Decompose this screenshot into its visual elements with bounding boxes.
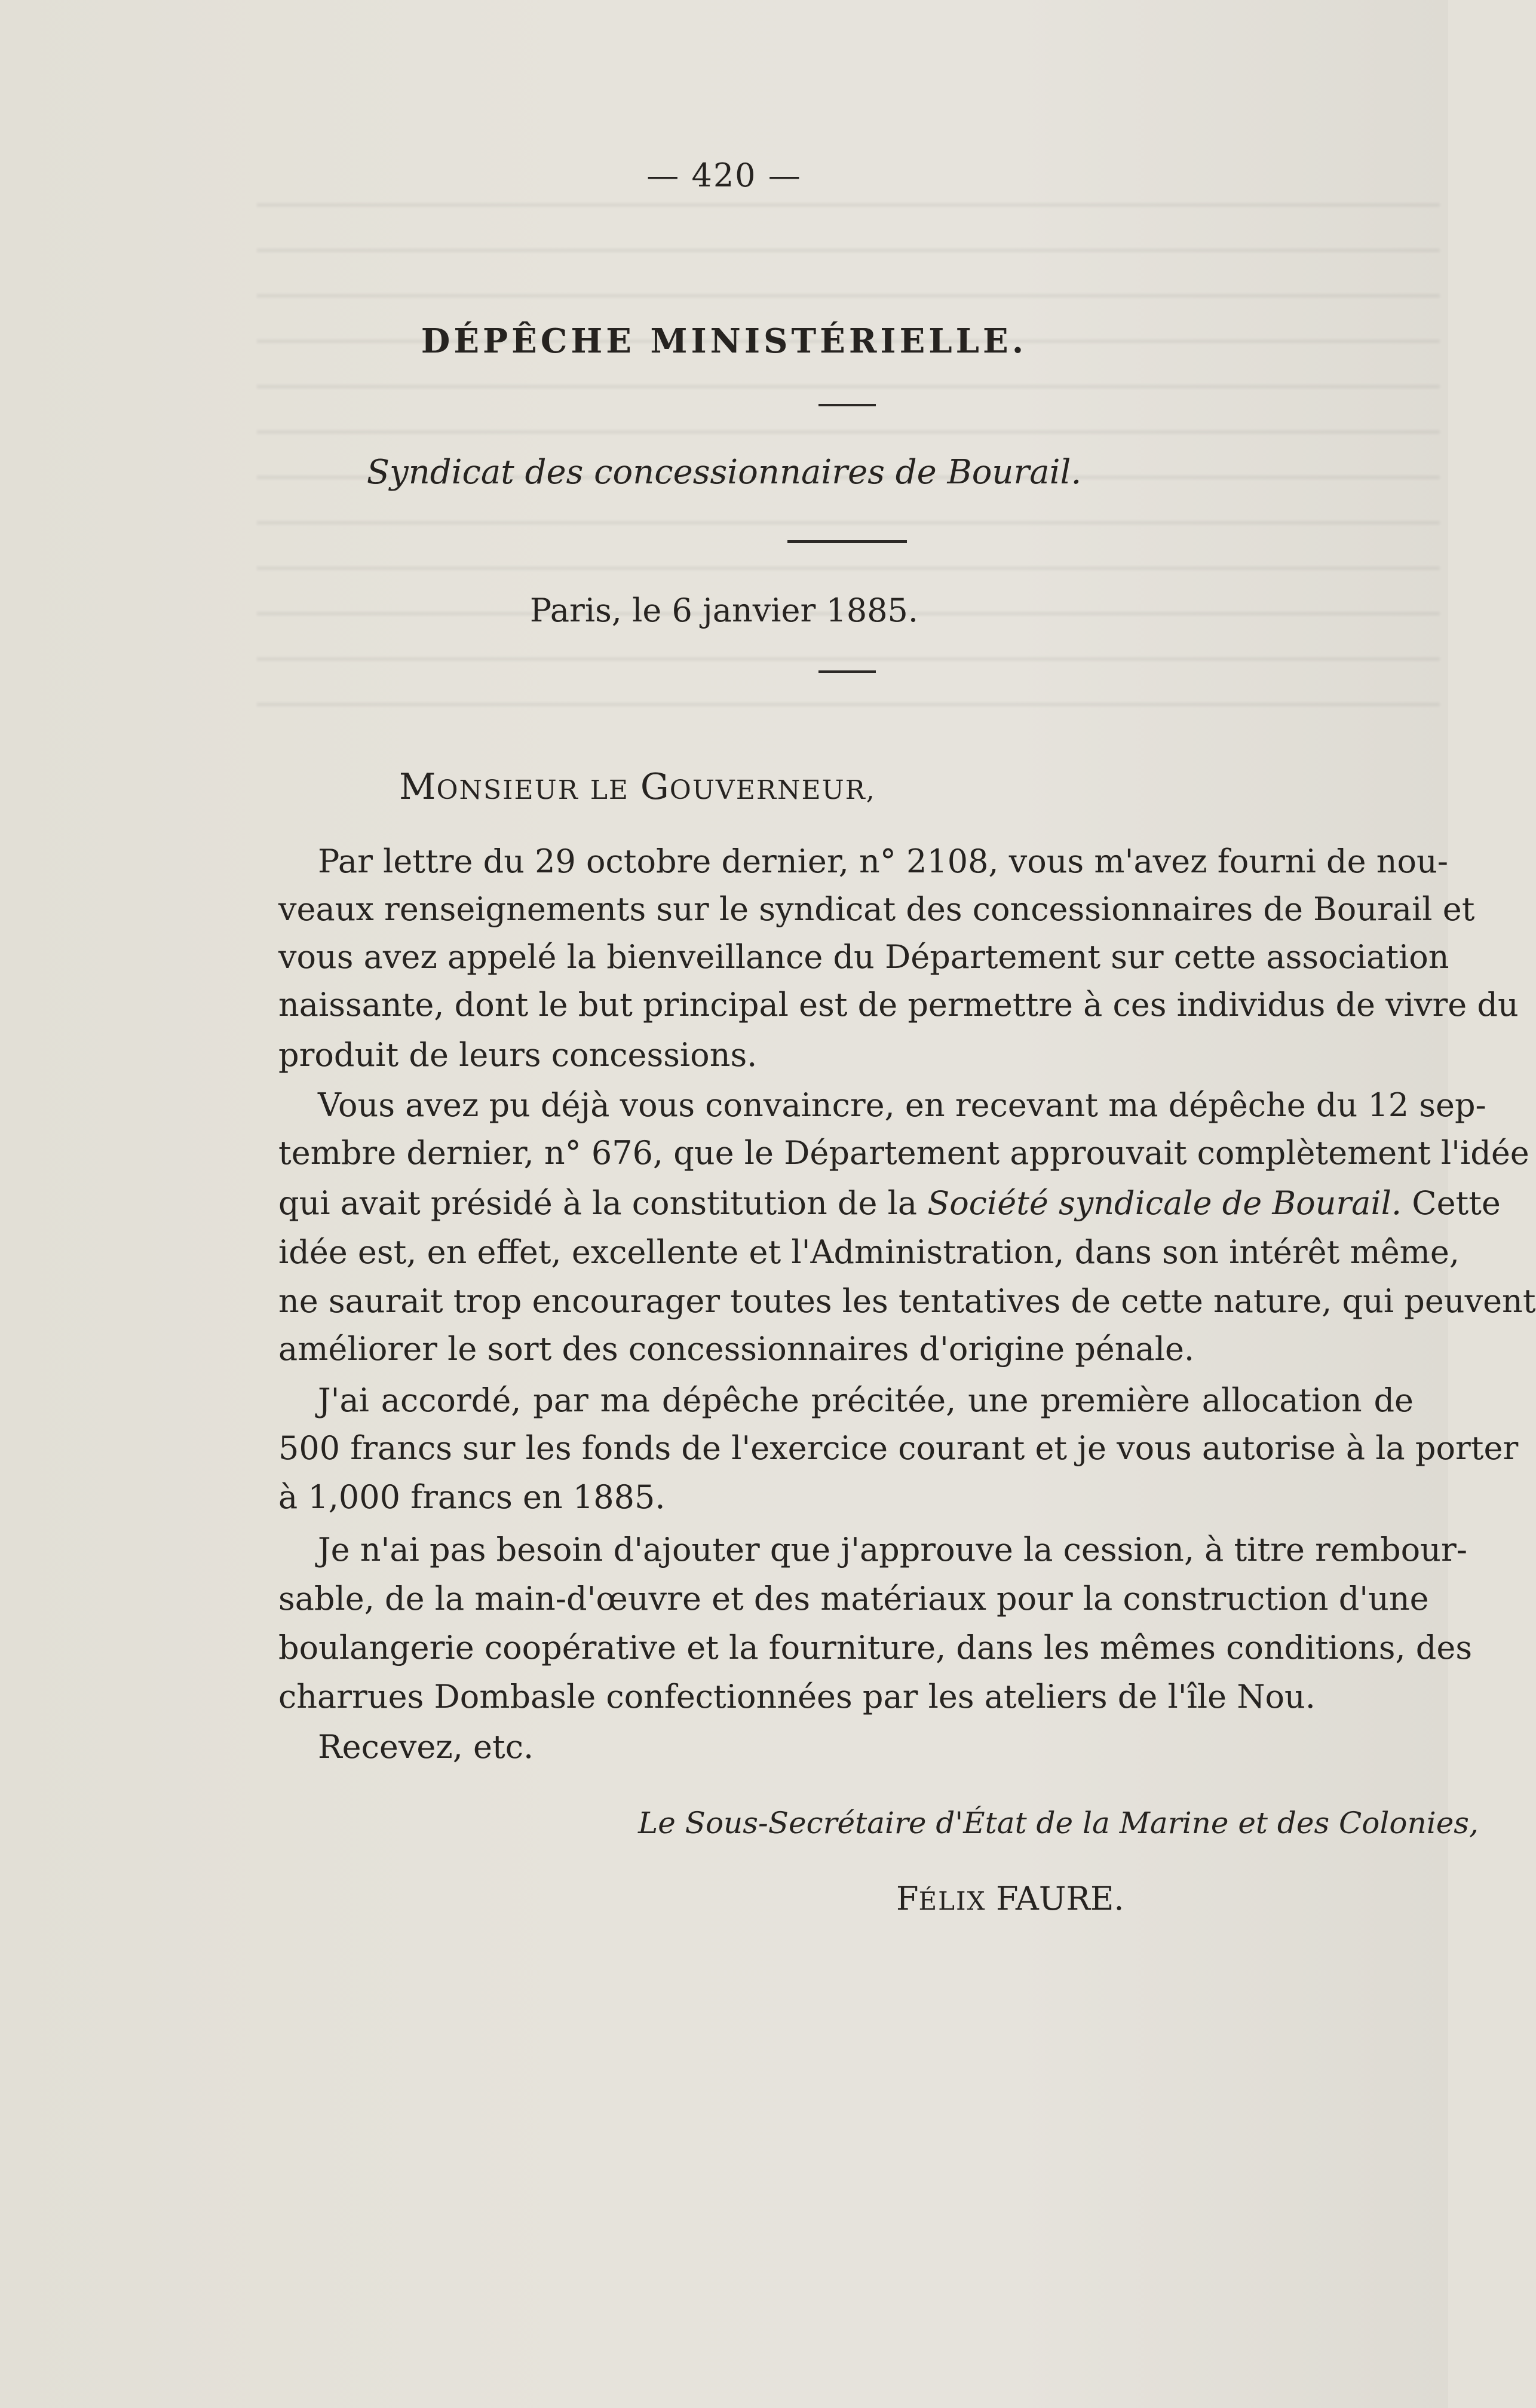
body-line: J'ai accordé, par ma dépêche précitée, une première allocation de	[318, 1381, 1414, 1419]
document-title: DÉPÊCHE MINISTÉRIELLE.	[421, 321, 1028, 361]
body-line: charrues Dombasle confectionnées par les ateliers de l'île Nou.	[278, 1678, 1316, 1715]
separator-rule	[787, 540, 907, 543]
body-line: idée est, en effet, excellente et l'Administration, dans son intérêt même,	[278, 1233, 1460, 1271]
body-line: veaux renseignements sur le syndicat des concessionnaires de Bourail et	[278, 890, 1475, 928]
body-line: Par lettre du 29 octobre dernier, n° 2108, vous m'avez fourni de nou-	[318, 843, 1449, 880]
body-line: ne saurait trop encourager toutes les tentatives de cette nature, qui peuvent	[278, 1282, 1536, 1320]
body-line: Vous avez pu déjà vous convaincre, en recevant ma dépêche du 12 sep-	[318, 1086, 1486, 1124]
document-subtitle: Syndicat des concessionnaires de Bourail.	[366, 453, 1082, 492]
body-line: boulangerie coopérative et la fourniture, dans les mêmes conditions, des	[278, 1629, 1473, 1666]
separator-rule	[818, 404, 876, 406]
date-line: Paris, le 6 janvier 1885.	[529, 592, 919, 629]
body-line: qui avait présidé à la constitution de la Société syndicale de Bourail. Cette	[278, 1184, 1501, 1222]
page-number: — 420 —	[646, 157, 802, 194]
body-line: produit de leurs concessions.	[278, 1036, 758, 1074]
signature-title: Le Sous-Secrétaire d'État de la Marine et des Colonies,	[638, 1806, 1479, 1840]
salutation: MONSIEUR LE GOUVERNEUR,	[399, 766, 876, 808]
body-line: tembre dernier, n° 676, que le Département approuvait complètement l'idée	[278, 1134, 1529, 1172]
body-line: sable, de la main-d'œuvre et des matériaux pour la construction d'une	[278, 1580, 1429, 1617]
body-line: Je n'ai pas besoin d'ajouter que j'approuve la cession, à titre rembour-	[318, 1531, 1468, 1568]
body-line: vous avez appelé la bienveillance du Département sur cette association	[278, 938, 1449, 976]
separator-rule	[818, 670, 876, 673]
body-line: naissante, dont le but principal est de permettre à ces individus de vivre du	[278, 986, 1519, 1024]
body-line: améliorer le sort des concessionnaires d'origine pénale.	[278, 1330, 1195, 1368]
body-line: à 1,000 francs en 1885.	[278, 1478, 666, 1516]
body-line: 500 francs sur les fonds de l'exercice courant et je vous autorise à la porter	[278, 1429, 1519, 1467]
signature-name: FÉLIX FAURE.	[896, 1880, 1124, 1917]
closing-line: Recevez, etc.	[318, 1728, 534, 1766]
